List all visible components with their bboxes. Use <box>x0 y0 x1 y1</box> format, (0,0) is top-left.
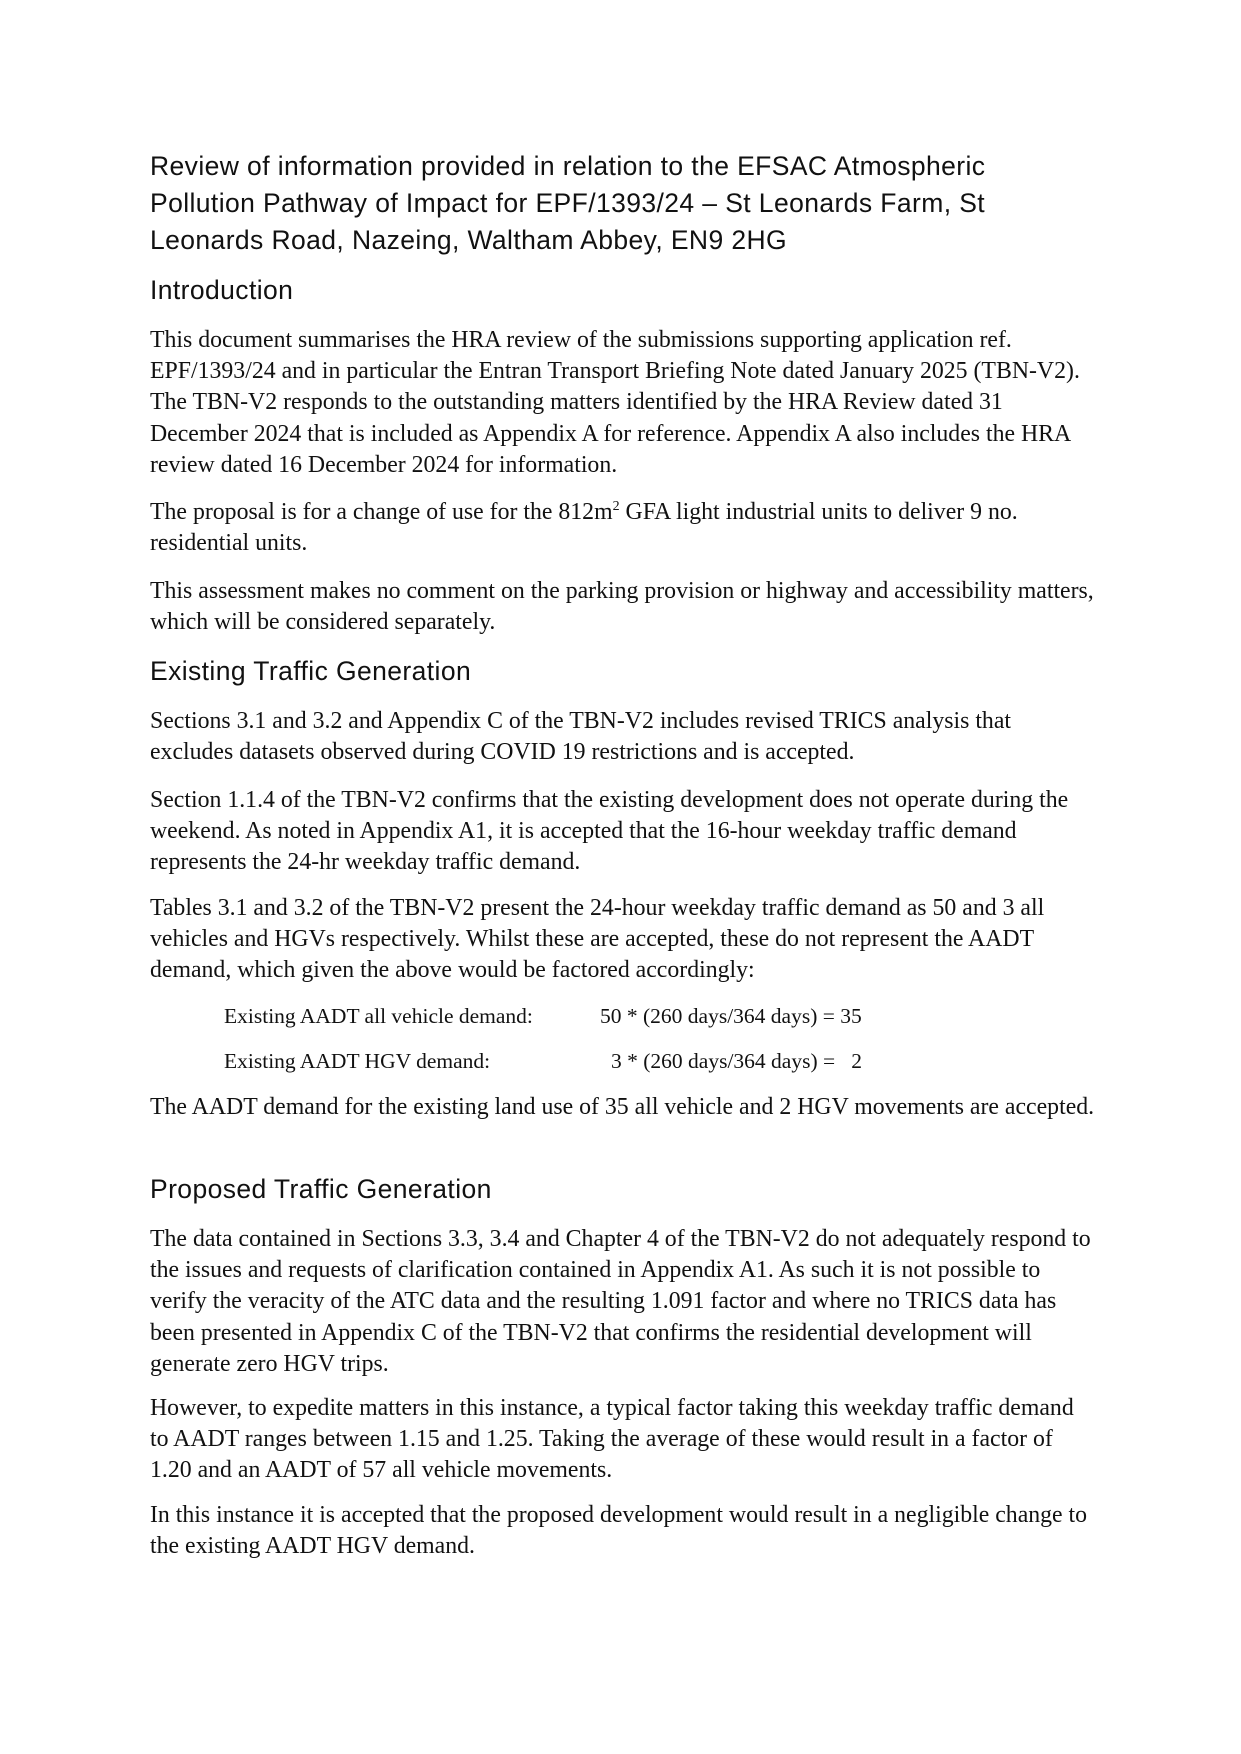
proposed-paragraph-2: However, to expedite matters in this instance, a typical factor taking this weekday traffic demand to AADT ranges between 1.15 and 1.25. Taking the average of these would result in a factor of 1.20 and an AADT of 57 all vehicle movements. <box>150 1395 1074 1484</box>
proposed-traffic-heading: Proposed Traffic Generation <box>150 1174 492 1204</box>
introduction-paragraph-2 <box>150 497 1095 559</box>
squared-superscript: 2 <box>612 499 620 514</box>
existing-traffic-heading: Existing Traffic Generation <box>150 656 472 686</box>
proposed-paragraph-1: The data contained in Sections 3.3, 3.4 and Chapter 4 of the TBN-V2 do not adequately respond to the issues and requests of clarification contained in Appendix A1. As such it is not possible to verify the veracity of the ATC data and the resulting 1.091 factor and where no TRICS data has been presented in Appendix C of the TBN-V2 that confirms the residential development will generate zero HGV trips. <box>150 1226 1091 1377</box>
introduction-paragraph-1: This document summarises the HRA review of the submissions supporting application ref. EPF/1393/24 and in particular the Entran Transport Briefing Note dated January 2025 (TBN-V2). The TBN-V2 responds to the outstanding matters identified by the HRA Review dated 31 December 2024 that is included as Appendix A for reference. Appendix A also includes the HRA review dated 16 December 2024 for information. <box>150 327 1080 478</box>
calculation-label: Existing AADT all vehicle demand: <box>224 1004 533 1028</box>
document-title: Review of information provided in relation to the EFSAC Atmospheric Pollution Pathway of Impact for EPF/1393/24 – St Leonards Farm, St Leonards Road, Nazeing, Waltham Abbey, EN9 2HG <box>150 151 986 255</box>
existing-paragraph-4: The AADT demand for the existing land use of 35 all vehicle and 2 HGV movements are accepted. <box>150 1094 1095 1120</box>
introduction-paragraph-3: This assessment makes no comment on the parking provision or highway and accessibility matters, which will be considered separately. <box>150 578 1094 636</box>
existing-paragraph-2: Section 1.1.4 of the TBN-V2 confirms that the existing development does not operate during the weekend. As noted in Appendix A1, it is accepted that the 16-hour weekday traffic demand represents the 24-hr weekday traffic demand. <box>150 787 1069 876</box>
introduction-heading: Introduction <box>150 275 294 305</box>
proposal-text-start: The proposal is for a change of use for the 812m <box>150 499 613 525</box>
calculation-value: 3 * (260 days/364 days) = 2 <box>611 1049 862 1073</box>
existing-paragraph-1: Sections 3.1 and 3.2 and Appendix C of the TBN-V2 includes revised TRICS analysis that excludes datasets observed during COVID 19 restrictions and is accepted. <box>150 708 1011 766</box>
proposal-text-end: GFA light industrial units to deliver 9 no. residential units. <box>150 499 1018 557</box>
existing-paragraph-3: Tables 3.1 and 3.2 of the TBN-V2 present the 24-hour weekday traffic demand as 50 and 3 all vehicles and HGVs respectively. Whilst these are accepted, these do not represent the AADT demand, which given the above would be factored accordingly: <box>150 895 1045 984</box>
proposed-paragraph-3: In this instance it is accepted that the proposed development would result in a negligible change to the existing AADT HGV demand. <box>150 1502 1088 1560</box>
calculation-value: 50 * (260 days/364 days) = 35 <box>600 1004 862 1028</box>
calculation-label: Existing AADT HGV demand: <box>224 1049 491 1073</box>
